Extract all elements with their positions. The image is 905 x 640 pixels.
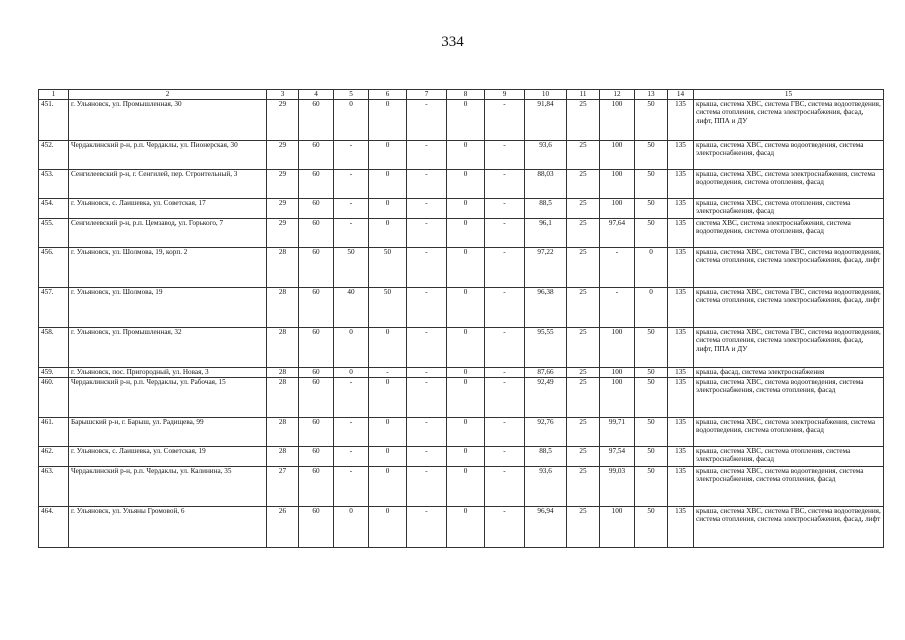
col-12: 100	[600, 99, 635, 140]
address: г. Ульяновск, ул. Промышленная, 30	[69, 99, 267, 140]
col-5: 50	[334, 247, 369, 287]
col-8: 0	[447, 367, 485, 377]
column-header: 1	[39, 90, 69, 100]
table-row	[39, 247, 884, 287]
column-header: 14	[668, 90, 694, 100]
works-list: крыша, система ХВС, система электроснабжения, система водоотведения, система отопления, фасад	[694, 417, 884, 446]
col-5: 40	[334, 287, 369, 327]
row-number: 454.	[39, 198, 69, 218]
col-8: 0	[447, 506, 485, 547]
row-number: 455.	[39, 218, 69, 247]
col-5: -	[334, 169, 369, 198]
col-6: 0	[369, 327, 407, 367]
col-14: 135	[668, 417, 694, 446]
col-12: 99,03	[600, 466, 635, 506]
column-header: 11	[567, 90, 600, 100]
col-11: 25	[567, 417, 600, 446]
col-5: -	[334, 198, 369, 218]
table-row	[39, 218, 884, 247]
col-6: -	[369, 367, 407, 377]
works-list: крыша, система ХВС, система электроснабжения, система водоотведения, система отопления, фасад	[694, 169, 884, 198]
col-11: 25	[567, 140, 600, 169]
col-6: 0	[369, 218, 407, 247]
col-11: 25	[567, 287, 600, 327]
col-9: -	[485, 417, 525, 446]
works-list: система ХВС, система электроснабжения, система водоотведения, система отопления, фасад	[694, 218, 884, 247]
col-13: 50	[635, 99, 668, 140]
address: г. Ульяновск, ул. Промышленная, 32	[69, 327, 267, 367]
col-6: 50	[369, 247, 407, 287]
col-5: -	[334, 377, 369, 417]
address: г. Ульяновск, ул. Ульяны Громовой, 6	[69, 506, 267, 547]
col-4: 60	[299, 247, 334, 287]
col-3: 28	[267, 377, 299, 417]
col-4: 60	[299, 198, 334, 218]
col-8: 0	[447, 99, 485, 140]
col-8: 0	[447, 169, 485, 198]
column-header: 12	[600, 90, 635, 100]
table-row	[39, 506, 884, 547]
column-header: 2	[69, 90, 267, 100]
col-14: 135	[668, 446, 694, 466]
col-5: -	[334, 140, 369, 169]
col-14: 135	[668, 99, 694, 140]
col-7: -	[407, 247, 447, 287]
col-6: 0	[369, 169, 407, 198]
table-row	[39, 377, 884, 417]
col-7: -	[407, 466, 447, 506]
col-10: 87,66	[525, 367, 567, 377]
col-6: 0	[369, 446, 407, 466]
col-13: 50	[635, 198, 668, 218]
col-14: 135	[668, 218, 694, 247]
col-12: -	[600, 287, 635, 327]
column-header: 8	[447, 90, 485, 100]
col-5: 0	[334, 99, 369, 140]
col-10: 97,22	[525, 247, 567, 287]
address: г. Ульяновск, ул. Шолмова, 19, корп. 2	[69, 247, 267, 287]
works-list: крыша, система ХВС, система ГВС, система водоотведения, система отопления, система электроснабжения, фасад, лифт	[694, 506, 884, 547]
col-9: -	[485, 377, 525, 417]
works-list: крыша, система ХВС, система водоотведения, система электроснабжения, система отопления, фасад	[694, 466, 884, 506]
col-4: 60	[299, 287, 334, 327]
col-11: 25	[567, 506, 600, 547]
table-row	[39, 417, 884, 446]
page-number: 334	[441, 34, 464, 50]
col-5: -	[334, 466, 369, 506]
col-11: 25	[567, 99, 600, 140]
row-number: 458.	[39, 327, 69, 367]
col-7: -	[407, 140, 447, 169]
col-12: 100	[600, 367, 635, 377]
column-header: 13	[635, 90, 668, 100]
address: г. Ульяновск, пос. Пригородный, ул. Новая, 3	[69, 367, 267, 377]
col-5: 0	[334, 367, 369, 377]
row-number: 456.	[39, 247, 69, 287]
col-7: -	[407, 446, 447, 466]
works-list: крыша, система ХВС, система ГВС, система водоотведения, система отопления, система электроснабжения, фасад, лифт	[694, 247, 884, 287]
col-3: 28	[267, 327, 299, 367]
col-13: 50	[635, 506, 668, 547]
column-header: 4	[299, 90, 334, 100]
col-9: -	[485, 169, 525, 198]
col-10: 88,5	[525, 198, 567, 218]
col-5: 0	[334, 327, 369, 367]
col-9: -	[485, 506, 525, 547]
col-13: 50	[635, 446, 668, 466]
column-header: 10	[525, 90, 567, 100]
table-row	[39, 466, 884, 506]
col-14: 135	[668, 198, 694, 218]
col-3: 29	[267, 140, 299, 169]
col-12: 100	[600, 140, 635, 169]
works-list: крыша, система ХВС, система ГВС, система водоотведения, система отопления, система электроснабжения, фасад, лифт, ППА и ДУ	[694, 327, 884, 367]
works-list: крыша, система ХВС, система отопления, система электроснабжения, фасад	[694, 446, 884, 466]
col-4: 60	[299, 466, 334, 506]
col-11: 25	[567, 198, 600, 218]
col-12: 99,71	[600, 417, 635, 446]
col-8: 0	[447, 287, 485, 327]
col-12: -	[600, 247, 635, 287]
col-7: -	[407, 377, 447, 417]
col-3: 26	[267, 506, 299, 547]
col-14: 135	[668, 506, 694, 547]
col-5: -	[334, 417, 369, 446]
col-6: 0	[369, 140, 407, 169]
register-table	[38, 89, 884, 548]
table-row	[39, 169, 884, 198]
col-10: 93,6	[525, 140, 567, 169]
col-12: 100	[600, 198, 635, 218]
col-6: 0	[369, 506, 407, 547]
col-3: 29	[267, 198, 299, 218]
works-list: крыша, система ХВС, система водоотведения, система электроснабжения, фасад	[694, 140, 884, 169]
col-7: -	[407, 506, 447, 547]
row-number: 457.	[39, 287, 69, 327]
col-4: 60	[299, 99, 334, 140]
col-11: 25	[567, 377, 600, 417]
column-header: 15	[694, 90, 884, 100]
row-number: 459.	[39, 367, 69, 377]
col-9: -	[485, 140, 525, 169]
col-10: 93,6	[525, 466, 567, 506]
col-4: 60	[299, 506, 334, 547]
table-row	[39, 367, 884, 377]
address: Чердаклинский р-н, р.п. Чердаклы, ул. Калинина, 35	[69, 466, 267, 506]
col-3: 27	[267, 466, 299, 506]
col-11: 25	[567, 466, 600, 506]
col-9: -	[485, 446, 525, 466]
col-10: 92,76	[525, 417, 567, 446]
col-6: 0	[369, 99, 407, 140]
address: г. Ульяновск, ул. Шолмова, 19	[69, 287, 267, 327]
address: Чердаклинский р-н, р.п. Чердаклы, ул. Рабочая, 15	[69, 377, 267, 417]
col-13: 0	[635, 287, 668, 327]
column-header: 6	[369, 90, 407, 100]
address: Чердаклинский р-н, р.п. Чердаклы, ул. Пионерская, 30	[69, 140, 267, 169]
col-3: 29	[267, 218, 299, 247]
col-13: 50	[635, 466, 668, 506]
col-5: -	[334, 218, 369, 247]
row-number: 464.	[39, 506, 69, 547]
col-13: 50	[635, 140, 668, 169]
col-4: 60	[299, 218, 334, 247]
col-9: -	[485, 218, 525, 247]
col-12: 97,54	[600, 446, 635, 466]
col-14: 135	[668, 169, 694, 198]
row-number: 462.	[39, 446, 69, 466]
col-12: 100	[600, 327, 635, 367]
col-6: 0	[369, 377, 407, 417]
col-10: 91,84	[525, 99, 567, 140]
col-10: 96,1	[525, 218, 567, 247]
col-7: -	[407, 367, 447, 377]
col-6: 0	[369, 466, 407, 506]
col-4: 60	[299, 367, 334, 377]
col-8: 0	[447, 247, 485, 287]
address: г. Ульяновск, с. Лаишевка, ул. Советская, 17	[69, 198, 267, 218]
works-list: крыша, система ХВС, система ГВС, система водоотведения, система отопления, система электроснабжения, фасад, лифт	[694, 287, 884, 327]
col-12: 100	[600, 506, 635, 547]
col-8: 0	[447, 417, 485, 446]
column-header: 7	[407, 90, 447, 100]
table-row	[39, 99, 884, 140]
col-8: 0	[447, 198, 485, 218]
col-12: 100	[600, 377, 635, 417]
address: Барышский р-н, г. Барыш, ул. Радищева, 99	[69, 417, 267, 446]
col-3: 28	[267, 247, 299, 287]
row-number: 453.	[39, 169, 69, 198]
col-7: -	[407, 218, 447, 247]
col-10: 96,38	[525, 287, 567, 327]
address: г. Ульяновск, с. Лаишевка, ул. Советская, 19	[69, 446, 267, 466]
col-13: 50	[635, 169, 668, 198]
col-8: 0	[447, 446, 485, 466]
col-5: -	[334, 446, 369, 466]
works-list: крыша, система ХВС, система водоотведения, система электроснабжения, система отопления, фасад	[694, 377, 884, 417]
col-11: 25	[567, 327, 600, 367]
works-list: крыша, система ХВС, система отопления, система электроснабжения, фасад	[694, 198, 884, 218]
col-14: 135	[668, 367, 694, 377]
col-14: 135	[668, 287, 694, 327]
col-3: 28	[267, 287, 299, 327]
col-11: 25	[567, 446, 600, 466]
column-header: 5	[334, 90, 369, 100]
col-14: 135	[668, 466, 694, 506]
col-13: 50	[635, 377, 668, 417]
col-8: 0	[447, 140, 485, 169]
row-number: 461.	[39, 417, 69, 446]
row-number: 451.	[39, 99, 69, 140]
column-number-row	[39, 90, 884, 100]
col-14: 135	[668, 247, 694, 287]
address: Сенгилеевский р-н, г. Сенгилей, пер. Строительный, 3	[69, 169, 267, 198]
col-6: 0	[369, 417, 407, 446]
col-6: 0	[369, 198, 407, 218]
col-4: 60	[299, 446, 334, 466]
column-header: 3	[267, 90, 299, 100]
col-10: 95,55	[525, 327, 567, 367]
col-3: 28	[267, 446, 299, 466]
column-header: 9	[485, 90, 525, 100]
col-13: 50	[635, 327, 668, 367]
col-3: 29	[267, 169, 299, 198]
col-12: 100	[600, 169, 635, 198]
col-11: 25	[567, 218, 600, 247]
col-9: -	[485, 99, 525, 140]
works-list: крыша, фасад, система электроснабжения	[694, 367, 884, 377]
col-9: -	[485, 247, 525, 287]
col-3: 28	[267, 367, 299, 377]
col-10: 92,49	[525, 377, 567, 417]
col-9: -	[485, 466, 525, 506]
col-14: 135	[668, 377, 694, 417]
row-number: 463.	[39, 466, 69, 506]
col-7: -	[407, 169, 447, 198]
col-11: 25	[567, 247, 600, 287]
col-8: 0	[447, 218, 485, 247]
col-7: -	[407, 287, 447, 327]
col-7: -	[407, 198, 447, 218]
row-number: 452.	[39, 140, 69, 169]
col-14: 135	[668, 327, 694, 367]
col-14: 135	[668, 140, 694, 169]
col-4: 60	[299, 140, 334, 169]
col-10: 88,03	[525, 169, 567, 198]
col-6: 50	[369, 287, 407, 327]
table-row	[39, 140, 884, 169]
col-11: 25	[567, 367, 600, 377]
address: Сенгилеевский р-н, р.п. Цемзавод, ул. Горького, 7	[69, 218, 267, 247]
col-8: 0	[447, 466, 485, 506]
col-10: 88,5	[525, 446, 567, 466]
col-4: 60	[299, 327, 334, 367]
col-13: 50	[635, 417, 668, 446]
works-list: крыша, система ХВС, система ГВС, система водоотведения, система отопления, система электроснабжения, фасад, лифт, ППА и ДУ	[694, 99, 884, 140]
col-8: 0	[447, 377, 485, 417]
col-9: -	[485, 327, 525, 367]
col-4: 60	[299, 169, 334, 198]
table-row	[39, 198, 884, 218]
table-row	[39, 327, 884, 367]
col-4: 60	[299, 377, 334, 417]
col-5: 0	[334, 506, 369, 547]
col-13: 50	[635, 218, 668, 247]
col-9: -	[485, 198, 525, 218]
col-3: 28	[267, 417, 299, 446]
col-9: -	[485, 367, 525, 377]
col-7: -	[407, 99, 447, 140]
col-4: 60	[299, 417, 334, 446]
col-3: 29	[267, 99, 299, 140]
col-13: 50	[635, 367, 668, 377]
col-11: 25	[567, 169, 600, 198]
col-8: 0	[447, 327, 485, 367]
col-7: -	[407, 327, 447, 367]
col-12: 97,64	[600, 218, 635, 247]
row-number: 460.	[39, 377, 69, 417]
table-row	[39, 287, 884, 327]
col-9: -	[485, 287, 525, 327]
col-10: 96,94	[525, 506, 567, 547]
col-7: -	[407, 417, 447, 446]
table-row	[39, 446, 884, 466]
col-13: 0	[635, 247, 668, 287]
